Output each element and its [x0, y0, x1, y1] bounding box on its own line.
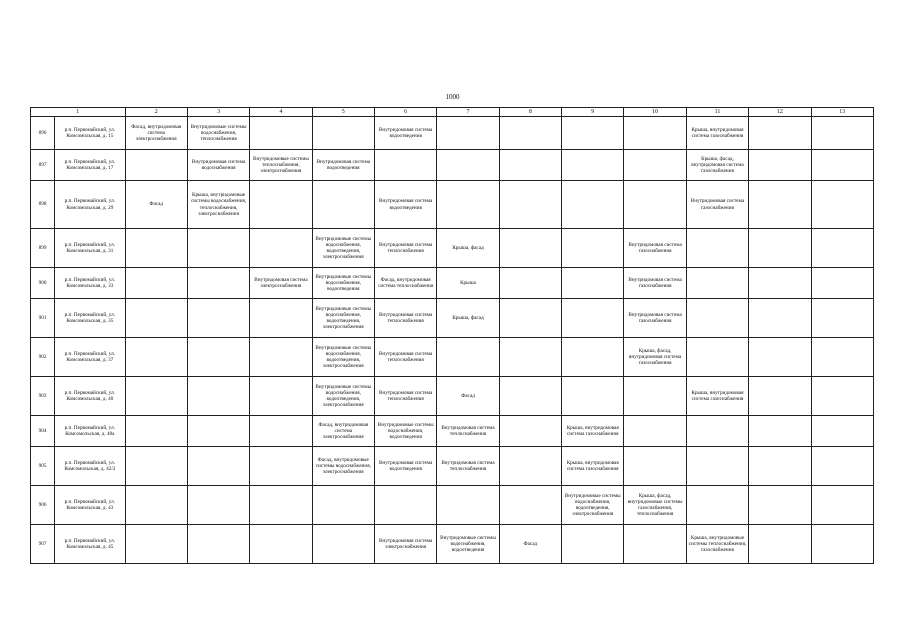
work-cell [624, 117, 686, 150]
work-cell [125, 525, 187, 564]
work-cell: Крыша, внутридомовые системы водоснабжения, теплоснабжения, электроснабжения [187, 181, 249, 229]
address-cell: р.п. Первомайский, ул. Комсомольская, д. 15 [55, 117, 125, 150]
work-cell [125, 268, 187, 299]
work-cell: Фасад, внутридомовая система электроснабжения [312, 416, 374, 447]
work-cell [437, 338, 499, 377]
work-cell [624, 416, 686, 447]
work-cell [624, 150, 686, 181]
work-cell: Внутридомовая система теплоснабжения [374, 299, 436, 338]
row-number: 901 [31, 299, 55, 338]
work-cell: Внутридомовая система водоотведения [374, 117, 436, 150]
work-cell [312, 486, 374, 525]
address-cell: р.п. Первомайский, ул. Комсомольская, д. 35 [55, 299, 125, 338]
column-header: 10 [624, 108, 686, 117]
work-cell [187, 377, 249, 416]
work-cell [187, 416, 249, 447]
work-cell [811, 150, 874, 181]
work-cell: Внутридомовые системы водоснабжения, водоотведения, электроснабжения [562, 486, 624, 525]
work-cell [187, 229, 249, 268]
address-cell: р.п. Первомайский, ул. Комсомольская, д. 40 [55, 377, 125, 416]
work-cell [624, 181, 686, 229]
work-cell [749, 229, 811, 268]
work-cell: Внутридомовые системы водоснабжения, водоотведения, электроснабжения [312, 299, 374, 338]
work-cell: Внутридомовая система теплоснабжения [374, 338, 436, 377]
row-number: 906 [31, 486, 55, 525]
work-cell [187, 525, 249, 564]
row-number: 907 [31, 525, 55, 564]
row-number: 898 [31, 181, 55, 229]
work-cell [686, 416, 748, 447]
work-cell: Крыша, внутридомовая система газоснабжения [562, 447, 624, 486]
work-cell [437, 181, 499, 229]
work-cell [562, 229, 624, 268]
page-number: 1000 [445, 93, 460, 101]
work-cell [811, 299, 874, 338]
table-row [31, 486, 874, 525]
work-cell [811, 447, 874, 486]
work-cell [499, 447, 561, 486]
work-cell: Внутридомовая система водоснабжения [187, 150, 249, 181]
work-cell [749, 181, 811, 229]
work-cell [562, 117, 624, 150]
table-row [31, 117, 874, 150]
work-cell: Внутридомовые системы водоснабжения, водоотведения, электроснабжения [312, 229, 374, 268]
address-cell: р.п. Первомайский, ул. Комсомольская, д. 43 [55, 486, 125, 525]
column-header: 6 [374, 108, 436, 117]
address-cell: р.п. Первомайский, ул. Комсомольская, д. 40а [55, 416, 125, 447]
table-row [31, 416, 874, 447]
column-header: 11 [686, 108, 748, 117]
work-cell [811, 181, 874, 229]
work-cell: Внутридомовые системы водоснабжения, водоотведения [312, 268, 374, 299]
work-cell [686, 229, 748, 268]
work-cell [499, 416, 561, 447]
work-cell [250, 416, 312, 447]
work-cell: Внутридомовая система электроснабжения [250, 268, 312, 299]
work-cell [562, 377, 624, 416]
work-cell [187, 338, 249, 377]
work-cell [187, 299, 249, 338]
work-cell: Внутридомовая система теплоснабжения [374, 377, 436, 416]
address-cell: р.п. Первомайский, ул. Комсомольская, д. 31 [55, 229, 125, 268]
work-cell [686, 486, 748, 525]
work-cell [811, 338, 874, 377]
work-cell [811, 229, 874, 268]
row-number: 897 [31, 150, 55, 181]
column-header: 2 [125, 108, 187, 117]
work-cell [499, 181, 561, 229]
work-cell [686, 299, 748, 338]
row-number: 899 [31, 229, 55, 268]
work-cell [562, 268, 624, 299]
table-row [31, 447, 874, 486]
work-cell [125, 447, 187, 486]
work-cell: Крыша, внутридомовая система газоснабжения [686, 117, 748, 150]
work-cell [499, 150, 561, 181]
work-cell: Фасад [499, 525, 561, 564]
work-cell [250, 181, 312, 229]
work-cell: Крыша, фасад [437, 299, 499, 338]
work-cell [250, 229, 312, 268]
table-row [31, 338, 874, 377]
row-number: 900 [31, 268, 55, 299]
work-cell [125, 229, 187, 268]
work-cell [749, 525, 811, 564]
work-cell: Фасад, внутридомовая система электроснабжения [125, 117, 187, 150]
work-cell: Внутридомовые системы водоснабжения, водоотведения, электроснабжения [312, 338, 374, 377]
work-cell [499, 268, 561, 299]
table-row [31, 229, 874, 268]
work-cell: Крыша, внутридомовая система газоснабжения [562, 416, 624, 447]
column-header: 8 [499, 108, 561, 117]
work-cell [250, 299, 312, 338]
work-cell [125, 416, 187, 447]
work-cell [749, 338, 811, 377]
work-cell [374, 150, 436, 181]
work-cell [250, 447, 312, 486]
work-cell: Крыша, внутридомовая система газоснабжения [686, 377, 748, 416]
work-cell [686, 338, 748, 377]
work-cell [250, 377, 312, 416]
work-cell: Внутридомовая система теплоснабжения [437, 447, 499, 486]
work-cell: Внутридомовая система водоотведения [312, 150, 374, 181]
work-cell [312, 181, 374, 229]
work-cell: Крыша, внутридомовые системы теплоснабжения, газоснабжения [686, 525, 748, 564]
work-cell [437, 486, 499, 525]
work-cell [749, 486, 811, 525]
work-cell [187, 268, 249, 299]
work-cell [499, 117, 561, 150]
work-cell: Крыша [437, 268, 499, 299]
address-cell: р.п. Первомайский, ул. Комсомольская, д. 37 [55, 338, 125, 377]
work-cell: Внутридомовая система газоснабжения [624, 299, 686, 338]
work-cell [624, 525, 686, 564]
work-cell: Внутридомовая система газоснабжения [624, 268, 686, 299]
work-cell: Фасад, внутридомовая система теплоснабжения [374, 268, 436, 299]
work-cell: Внутридомовые системы водоснабжения, теплоснабжения [187, 117, 249, 150]
address-cell: р.п. Первомайский, ул. Комсомольская, д. 42/2 [55, 447, 125, 486]
work-cell [562, 338, 624, 377]
table-row [31, 377, 874, 416]
work-cell [250, 525, 312, 564]
work-cell [499, 377, 561, 416]
row-number: 902 [31, 338, 55, 377]
column-header: 7 [437, 108, 499, 117]
work-cell: Внутридомовая система водоотведения [374, 447, 436, 486]
column-header: 5 [312, 108, 374, 117]
work-cell: Крыша, фасад, внутридомовая система газоснабжения [686, 150, 748, 181]
table-row [31, 181, 874, 229]
work-cell [437, 150, 499, 181]
work-cell [562, 150, 624, 181]
work-cell [624, 447, 686, 486]
work-cell: Внутридомовые системы водоснабжения, водоотведения, электроснабжения [312, 377, 374, 416]
work-cell [686, 447, 748, 486]
work-cell [499, 338, 561, 377]
work-cell [811, 117, 874, 150]
work-cell: Внутридомовая система электроснабжения [374, 525, 436, 564]
work-cell: Внутридомовая система теплоснабжения [437, 416, 499, 447]
work-cell [125, 377, 187, 416]
work-cell [749, 416, 811, 447]
work-cell [749, 299, 811, 338]
work-cell [250, 486, 312, 525]
address-cell: р.п. Первомайский, ул. Комсомольская, д. 29 [55, 181, 125, 229]
work-cell: Внутридомовые системы теплоснабжения, электроснабжения [250, 150, 312, 181]
work-cell: Внутридомовая система водоотведения [374, 181, 436, 229]
work-cell: Крыша, фасад, внутридомовая система газоснабжения [624, 338, 686, 377]
work-cell [250, 117, 312, 150]
work-cell [562, 181, 624, 229]
work-cell [624, 377, 686, 416]
address-cell: р.п. Первомайский, ул. Комсомольская, д. 45 [55, 525, 125, 564]
row-number: 903 [31, 377, 55, 416]
work-cell [437, 117, 499, 150]
table-row [31, 150, 874, 181]
work-cell [125, 150, 187, 181]
work-cell [125, 486, 187, 525]
work-cell [811, 486, 874, 525]
table-row [31, 268, 874, 299]
work-cell [811, 377, 874, 416]
repair-schedule-table [30, 107, 874, 564]
work-cell: Фасад [437, 377, 499, 416]
work-cell: Внутридомовая система газоснабжения [624, 229, 686, 268]
row-number: 896 [31, 117, 55, 150]
work-cell: Внутридомовая система теплоснабжения [374, 229, 436, 268]
column-header: 3 [187, 108, 249, 117]
work-cell: Крыша, фасад, внутридомовые системы газоснабжения, теплоснабжения [624, 486, 686, 525]
address-cell: р.п. Первомайский, ул. Комсомольская, д. 17 [55, 150, 125, 181]
column-header: 4 [250, 108, 312, 117]
work-cell: Крыша, фасад [437, 229, 499, 268]
work-cell [499, 229, 561, 268]
work-cell [312, 525, 374, 564]
work-cell [499, 486, 561, 525]
column-header: 13 [811, 108, 874, 117]
row-number: 904 [31, 416, 55, 447]
work-cell: Фасад, внутридомовые системы водоснабжения, электроснабжения [312, 447, 374, 486]
work-cell [125, 338, 187, 377]
work-cell [749, 447, 811, 486]
work-cell [811, 268, 874, 299]
work-cell [250, 338, 312, 377]
table-row [31, 299, 874, 338]
work-cell [187, 486, 249, 525]
work-cell [749, 150, 811, 181]
work-cell [811, 525, 874, 564]
column-header: 12 [749, 108, 811, 117]
work-cell: Фасад [125, 181, 187, 229]
column-header: 9 [562, 108, 624, 117]
column-header: 1 [31, 108, 126, 117]
address-cell: р.п. Первомайский, ул. Комсомольская, д. 33 [55, 268, 125, 299]
work-cell: Внутридомовые системы водоснабжения, водоотведения [437, 525, 499, 564]
work-cell [562, 299, 624, 338]
work-cell [749, 117, 811, 150]
work-cell [187, 447, 249, 486]
work-cell [686, 268, 748, 299]
work-cell [749, 268, 811, 299]
work-cell [749, 377, 811, 416]
work-cell [562, 525, 624, 564]
work-cell: Внутридомовые системы водоснабжения, водоотведения [374, 416, 436, 447]
table-row [31, 525, 874, 564]
work-cell [499, 299, 561, 338]
work-cell: Внутридомовая система газоснабжения [686, 181, 748, 229]
work-cell [312, 117, 374, 150]
header-row [31, 108, 874, 117]
work-cell [811, 416, 874, 447]
work-cell [125, 299, 187, 338]
work-cell [374, 486, 436, 525]
row-number: 905 [31, 447, 55, 486]
